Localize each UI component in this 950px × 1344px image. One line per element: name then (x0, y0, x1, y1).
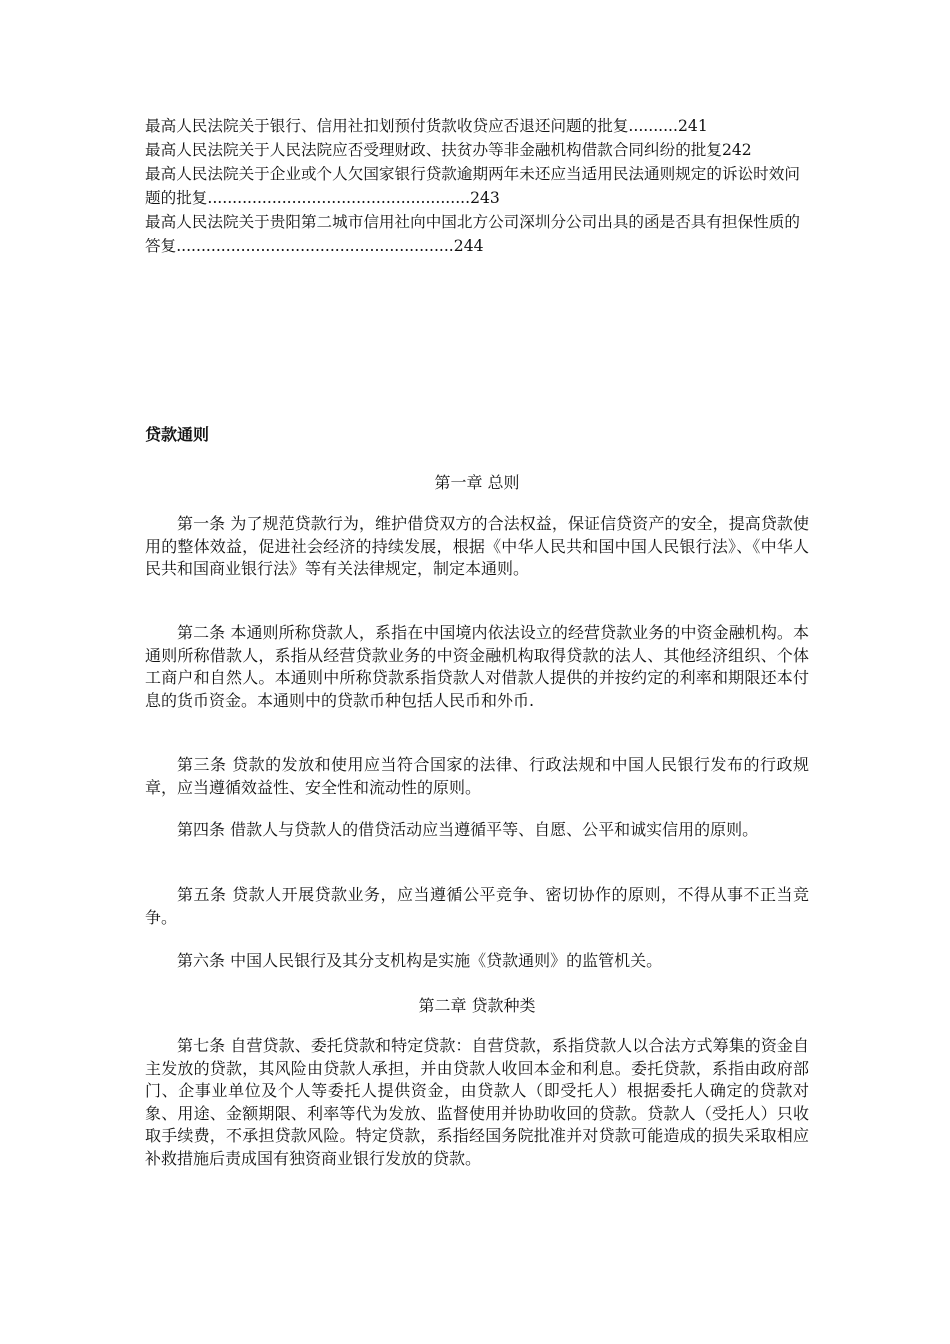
toc-entry: 最高人民法院关于人民法院应否受理财政、扶贫办等非金融机构借款合同纠纷的批复242 (145, 141, 752, 159)
article-paragraph: 第六条 中国人民银行及其分支机构是实施《贷款通则》的监管机关。 (177, 951, 663, 970)
chapter-heading: 第一章 总则 (434, 473, 520, 492)
chapter-heading: 第二章 贷款种类 (418, 996, 536, 1015)
document-title: 贷款通则 (145, 425, 210, 444)
toc-entry: 最高人民法院关于银行、信用社扣划预付货款收贷应否退还问题的批复..........241 (145, 117, 708, 135)
toc-entry: 最高人民法院关于贵阳第二城市信用社向中国北方公司深圳分公司出具的函是否具有担保性质的答复........................................................244 (145, 213, 800, 255)
article-paragraph: 第五条 贷款人开展贷款业务，应当遵循公平竞争、密切协作的原则，不得从事不正当竞争。 (145, 885, 809, 927)
article-paragraph: 第四条 借款人与贷款人的借贷活动应当遵循平等、自愿、公平和诚实信用的原则。 (177, 820, 759, 839)
article-paragraph: 第一条 为了规范贷款行为，维护借贷双方的合法权益，保证信贷资产的安全，提高贷款使用的整体效益，促进社会经济的持续发展，根据《中华人民共和国中国人民银行法》、《中华人民共和国商业银行法》等有关法律规定，制定本通则。 (145, 514, 809, 579)
article-paragraph: 第二条 本通则所称贷款人，系指在中国境内依法设立的经营贷款业务的中资金融机构。本通则所称借款人，系指从经营贷款业务的中资金融机构取得贷款的法人、其他经济组织、个体工商户和自然人。本通则中所称贷款系指贷款人对借款人提供的并按约定的利率和期限还本付息的货币资金。本通则中的贷款币种包括人民币和外币. (145, 623, 809, 710)
toc-entry: 最高人民法院关于企业或个人欠国家银行贷款逾期两年未还应当适用民法通则规定的诉讼时效问题的批复.....................................................243 (145, 165, 800, 207)
table-of-contents (145, 114, 809, 258)
article-paragraph: 第七条 自营贷款、委托贷款和特定贷款：自营贷款，系指贷款人以合法方式筹集的资金自主发放的贷款，其风险由贷款人承担，并由贷款人收回本金和利息。委托贷款，系指由政府部门、企事业单位及个人等委托人提供资金，由贷款人（即受托人）根据委托人确定的贷款对象、用途、金额期限、利率等代为发放、监督使用并协助收回的贷款。贷款人（受托人）只收取手续费，不承担贷款风险。特定贷款，系指经国务院批准并对贷款可能造成的损失采取相应补救措施后责成国有独资商业银行发放的贷款。 (145, 1036, 809, 1168)
article-paragraph: 第三条 贷款的发放和使用应当符合国家的法律、行政法规和中国人民银行发布的行政规章，应当遵循效益性、安全性和流动性的原则。 (145, 755, 809, 797)
